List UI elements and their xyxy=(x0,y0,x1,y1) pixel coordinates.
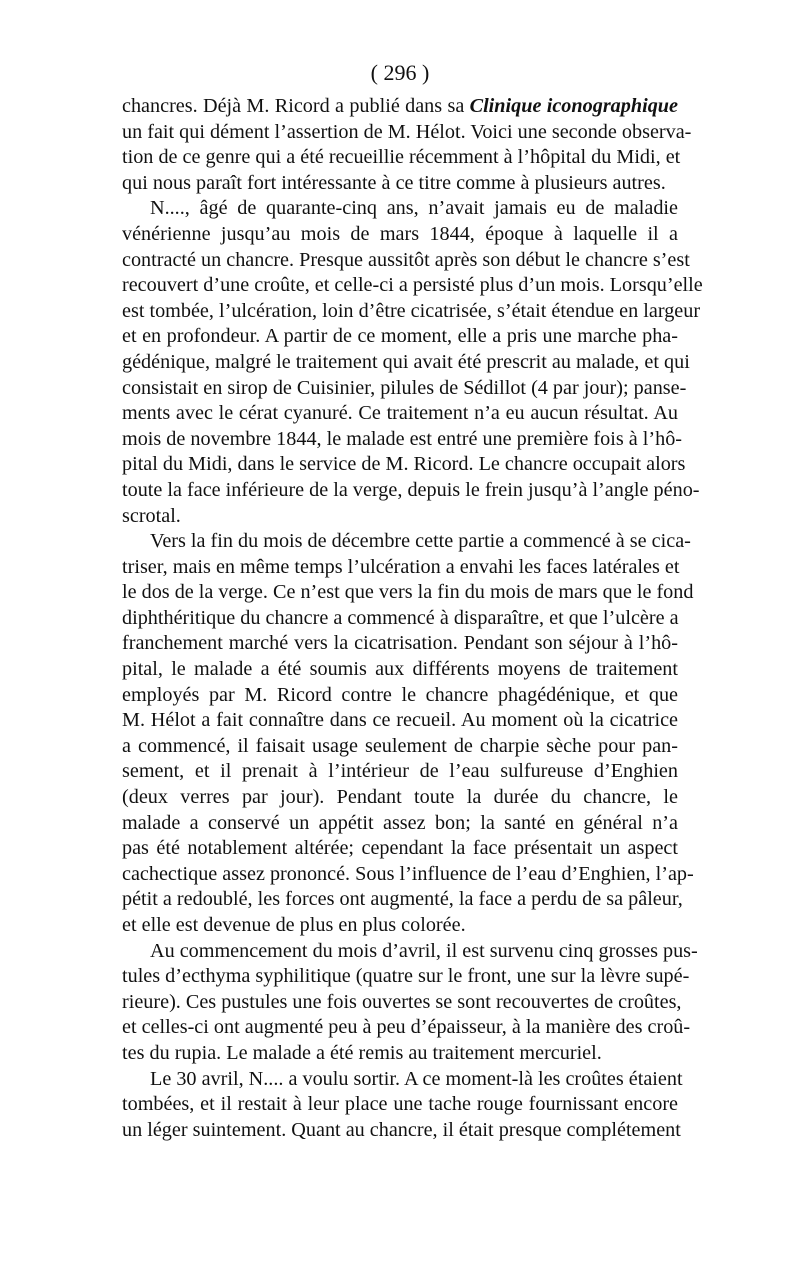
text-line xyxy=(122,427,683,453)
text-line xyxy=(122,145,681,171)
text-segment: qui nous paraît fort intéressante à ce titre comme à plusieurs autres. xyxy=(122,171,666,194)
text-line xyxy=(122,683,678,709)
text-line xyxy=(122,1092,678,1118)
text-line xyxy=(122,120,692,146)
text-segment: recouvert d’une croûte, et celle-ci a persisté plus d’un mois. Lorsqu’elle xyxy=(122,274,703,297)
text-segment: tules d’ecthyma syphilitique (quatre sur le front, une sur la lèvre supé- xyxy=(122,965,690,988)
text-segment: franchement marché vers la cicatrisation. Pendant son séjour à l’hô- xyxy=(122,632,678,655)
text-segment: toute la face inférieure de la verge, depuis le frein jusqu’à l’angle péno- xyxy=(122,478,700,501)
text-segment: gédénique, malgré le traitement qui avait été prescrit au malade, et qui xyxy=(122,350,690,373)
text-segment: est tombée, l’ulcération, loin d’être cicatrisée, s’était étendue en largeur xyxy=(122,299,701,322)
text-segment: un léger suintement. Quant au chancre, il était presque complétement xyxy=(122,1118,681,1141)
text-segment: cachectique assez prononcé. Sous l’influence de l’eau d’Enghien, l’ap- xyxy=(122,862,694,885)
body-text xyxy=(122,94,703,1143)
paragraph xyxy=(122,939,698,1067)
text-line xyxy=(122,990,682,1016)
text-line xyxy=(122,171,678,197)
text-segment: diphthéritique du chancre a commencé à disparaître, et que l’ulcère a xyxy=(122,606,679,629)
text-segment: et celles-ci ont augmenté peu à peu d’épaisseur, à la manière des croû- xyxy=(122,1016,691,1039)
page xyxy=(122,58,703,1143)
text-segment: pital du Midi, dans le service de M. Ricord. Le chancre occupait alors xyxy=(122,453,686,476)
text-segment: pétit a redoublé, les forces ont augmenté, la face a perdu de sa pâleur, xyxy=(122,888,683,911)
text-segment: et en profondeur. A partir de ce moment, elle a pris une marche pha- xyxy=(122,325,678,348)
text-segment: pital, le malade a été soumis aux différents moyens de traitement xyxy=(122,658,678,681)
text-line xyxy=(122,811,678,837)
text-line xyxy=(122,964,690,990)
page-number: ( 296 ) xyxy=(370,60,430,85)
text-segment: rieure). Ces pustules une fois ouvertes se sont recouvertes de croûtes, xyxy=(122,990,682,1013)
text-segment: triser, mais en même temps l’ulcération a envahi les faces latérales et xyxy=(122,555,680,578)
text-line xyxy=(122,606,678,632)
text-segment: tes du rupia. Le malade a été remis au traitement mercuriel. xyxy=(122,1041,602,1064)
text-segment: employés par M. Ricord contre le chancre phagédénique, et que xyxy=(122,683,678,706)
text-segment: mois de novembre 1844, le malade est entré une première fois à l’hô- xyxy=(122,427,683,450)
text-segment: sement, et il prenait à l’intérieur de l’eau sulfureuse d’Enghien xyxy=(122,760,678,783)
text-segment: a commencé, il faisait usage seulement de charpie sèche pour pan- xyxy=(122,734,678,757)
text-line xyxy=(122,631,678,657)
text-line xyxy=(122,350,690,376)
text-line xyxy=(122,734,678,760)
paragraph xyxy=(122,1067,683,1144)
text-line xyxy=(122,324,678,350)
text-line xyxy=(122,913,678,939)
text-line xyxy=(122,836,678,862)
text-segment: N...., âgé de quarante-cinq ans, n’avait jamais eu de maladie xyxy=(150,197,678,220)
text-line xyxy=(122,1041,678,1067)
text-segment: le dos de la verge. Ce n’est que vers la fin du mois de mars que le fond xyxy=(122,581,694,604)
text-line xyxy=(122,1015,691,1041)
text-line xyxy=(122,862,694,888)
text-line xyxy=(122,248,690,274)
text-segment: pas été notablement altérée; cependant la face présentait un aspect xyxy=(122,837,678,860)
text-line xyxy=(122,887,683,913)
text-segment: vénérienne jusqu’au mois de mars 1844, époque à laquelle il a xyxy=(122,222,678,245)
text-line xyxy=(122,708,678,734)
text-line xyxy=(122,273,703,299)
text-segment: Vers la fin du mois de décembre cette partie a commencé à se cica- xyxy=(150,530,691,553)
text-segment: et elle est devenue de plus en plus colorée. xyxy=(122,914,466,936)
text-line xyxy=(122,504,678,530)
text-line xyxy=(122,759,678,785)
book-title: Clinique iconographique xyxy=(469,95,678,117)
text-line xyxy=(122,452,686,478)
paragraph xyxy=(122,529,694,939)
text-segment: Au commencement du mois d’avril, il est survenu cinq grosses pus- xyxy=(150,939,698,962)
text-line xyxy=(122,299,701,325)
text-line xyxy=(122,555,678,581)
text-line xyxy=(122,478,700,504)
paragraph xyxy=(122,94,692,196)
text-segment: Le 30 avril, N.... a voulu sortir. A ce moment-là les croûtes étaient xyxy=(150,1067,683,1090)
text-segment: un fait qui dément l’assertion de M. Hélot. Voici une seconde observa- xyxy=(122,120,692,143)
text-line xyxy=(122,580,694,606)
text-segment: tombées, et il restait à leur place une tache rouge fournissant encore xyxy=(122,1093,678,1116)
text-line xyxy=(122,657,678,683)
text-line xyxy=(122,376,687,402)
text-segment: ments avec le cérat cyanuré. Ce traitement n’a eu aucun résultat. Au xyxy=(122,402,678,425)
text-segment: scrotal. xyxy=(122,504,181,527)
text-line xyxy=(122,94,678,120)
text-line xyxy=(122,785,678,811)
text-line xyxy=(122,1118,681,1144)
paragraph xyxy=(122,196,703,529)
text-segment: chancres. Déjà M. Ricord a publié dans sa xyxy=(122,95,470,117)
text-line xyxy=(122,529,691,555)
text-segment: M. Hélot a fait connaître dans ce recueil. Au moment où la cicatrice xyxy=(122,709,678,732)
text-line xyxy=(122,939,698,965)
text-line xyxy=(122,196,678,222)
text-segment: contracté un chancre. Presque aussitôt après son début le chancre s’est xyxy=(122,248,690,271)
text-segment: malade a conservé un appétit assez bon; la santé en général n’a xyxy=(122,811,678,834)
text-segment: (deux verres par jour). Pendant toute la durée du chancre, le xyxy=(122,786,678,809)
text-line xyxy=(122,1067,683,1093)
text-line xyxy=(122,401,678,427)
text-segment: consistait en sirop de Cuisinier, pilules de Sédillot (4 par jour); panse- xyxy=(122,376,687,399)
text-line xyxy=(122,222,678,248)
text-segment: tion de ce genre qui a été recueillie récemment à l’hôpital du Midi, et xyxy=(122,146,681,169)
